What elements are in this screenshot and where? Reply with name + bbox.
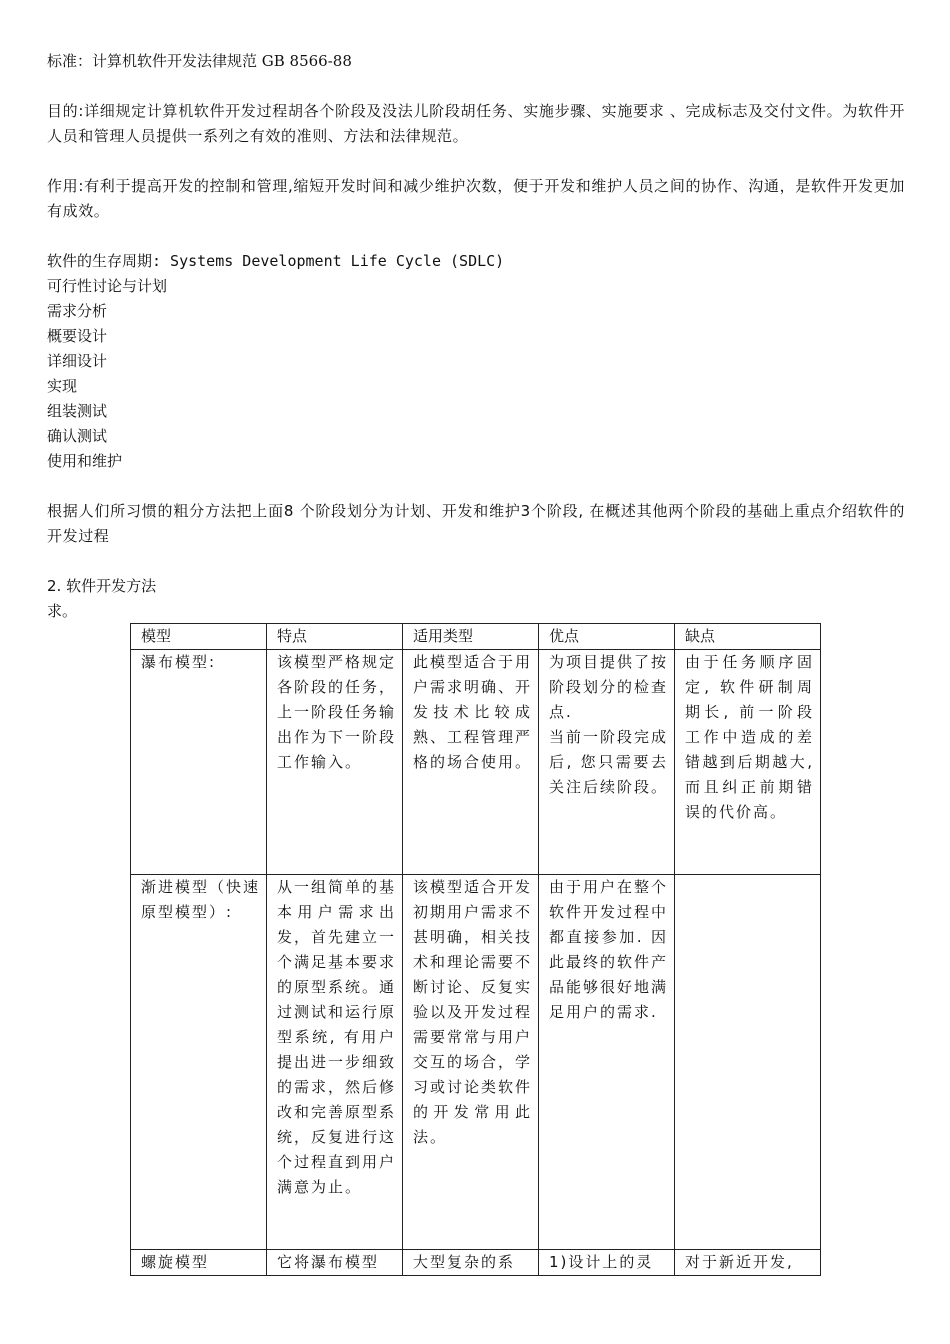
purpose-paragraph: 目的:详细规定计算机软件开发过程胡各个阶段及没法儿阶段胡任务、实施步骤、实施要求 、完成标志及交付文件。为软件开人员和管理人员提供一系列之有效的准则、方法和法律规范。 (47, 102, 905, 145)
table-header-cell: 模型 (131, 624, 267, 650)
table-row (131, 1250, 821, 1276)
phase-item: 确认测试 (47, 427, 108, 445)
table-cell: 由于任务顺序固定, 软件研制周期长, 前一阶段工作中造成的差错越到后期越大, 而且纠正前期错误的代价高。 (675, 650, 821, 875)
fragment-text: 求。 (47, 602, 78, 620)
table-header-cell: 特点 (267, 624, 403, 650)
table-cell: 从一组简单的基本用户需求出发，首先建立一个满足基本要求的原型系统。通过测试和运行原型系统, 有用户提出进一步细致的需求，然后修改和完善原型系统，反复进行这个过程直到用户满意为止。 (267, 875, 403, 1250)
phase-item: 概要设计 (47, 327, 108, 345)
table-cell: 它将瀑布模型 (267, 1250, 403, 1276)
table-header-row (131, 624, 821, 650)
summary-paragraph: 根据人们所习惯的粗分方法把上面8 个阶段划分为计划、开发和维护3个阶段, 在概述其他两个阶段的基础上重点介绍软件的开发过程 (47, 502, 905, 545)
table-cell: 渐进模型（快速原型模型）: (131, 875, 267, 1250)
table-cell (675, 875, 821, 1250)
phase-item: 组装测试 (47, 402, 108, 420)
table-cell: 对于新近开发, (675, 1250, 821, 1276)
table-cell: 该模型适合开发初期用户需求不甚明确，相关技术和理论需要不断讨论、反复实验以及开发过程需要常常与用户交互的场合，学习或讨论类软件的开发常用此法。 (403, 875, 539, 1250)
table-row (131, 650, 821, 875)
table-cell: 螺旋模型 (131, 1250, 267, 1276)
phase-item: 可行性讨论与计划 (47, 277, 168, 295)
table-header-cell: 优点 (539, 624, 675, 650)
sdlc-title: 软件的生存周期: Systems Development Life Cycle (SDLC) (47, 252, 505, 270)
table-cell: 瀑布模型: (131, 650, 267, 875)
section-title: 2. 软件开发方法 (47, 577, 157, 595)
function-paragraph: 作用:有利于提高开发的控制和管理,缩短开发时间和减少维护次数，便于开发和维护人员之间的协作、沟通，是软件开发更加有成效。 (47, 177, 905, 220)
standard-line: 标准：计算机软件开发法律规范 GB 8566-88 (47, 52, 352, 70)
phase-item: 使用和维护 (47, 452, 123, 470)
phase-item: 详细设计 (47, 352, 108, 370)
table-row (131, 875, 821, 1250)
table-cell: 由于用户在整个软件开发过程中都直接参加. 因此最终的软件产品能够很好地满足用户的需求. (539, 875, 675, 1250)
table-cell: 该模型严格规定各阶段的任务，上一阶段任务输出作为下一阶段工作输入。 (267, 650, 403, 875)
phase-item: 实现 (47, 377, 78, 395)
table-cell: 为项目提供了按阶段划分的检查点. 当前一阶段完成后, 您只需要去关注后续阶段。 (539, 650, 675, 875)
phase-item: 需求分析 (47, 302, 108, 320)
models-table (130, 623, 821, 1276)
table-cell: 大型复杂的系 (403, 1250, 539, 1276)
table-header-cell: 适用类型 (403, 624, 539, 650)
table-cell: 此模型适合于用户需求明确、开发技术比较成熟、工程管理严格的场合使用。 (403, 650, 539, 875)
table-header-cell: 缺点 (675, 624, 821, 650)
table-cell: 1)设计上的灵 (539, 1250, 675, 1276)
